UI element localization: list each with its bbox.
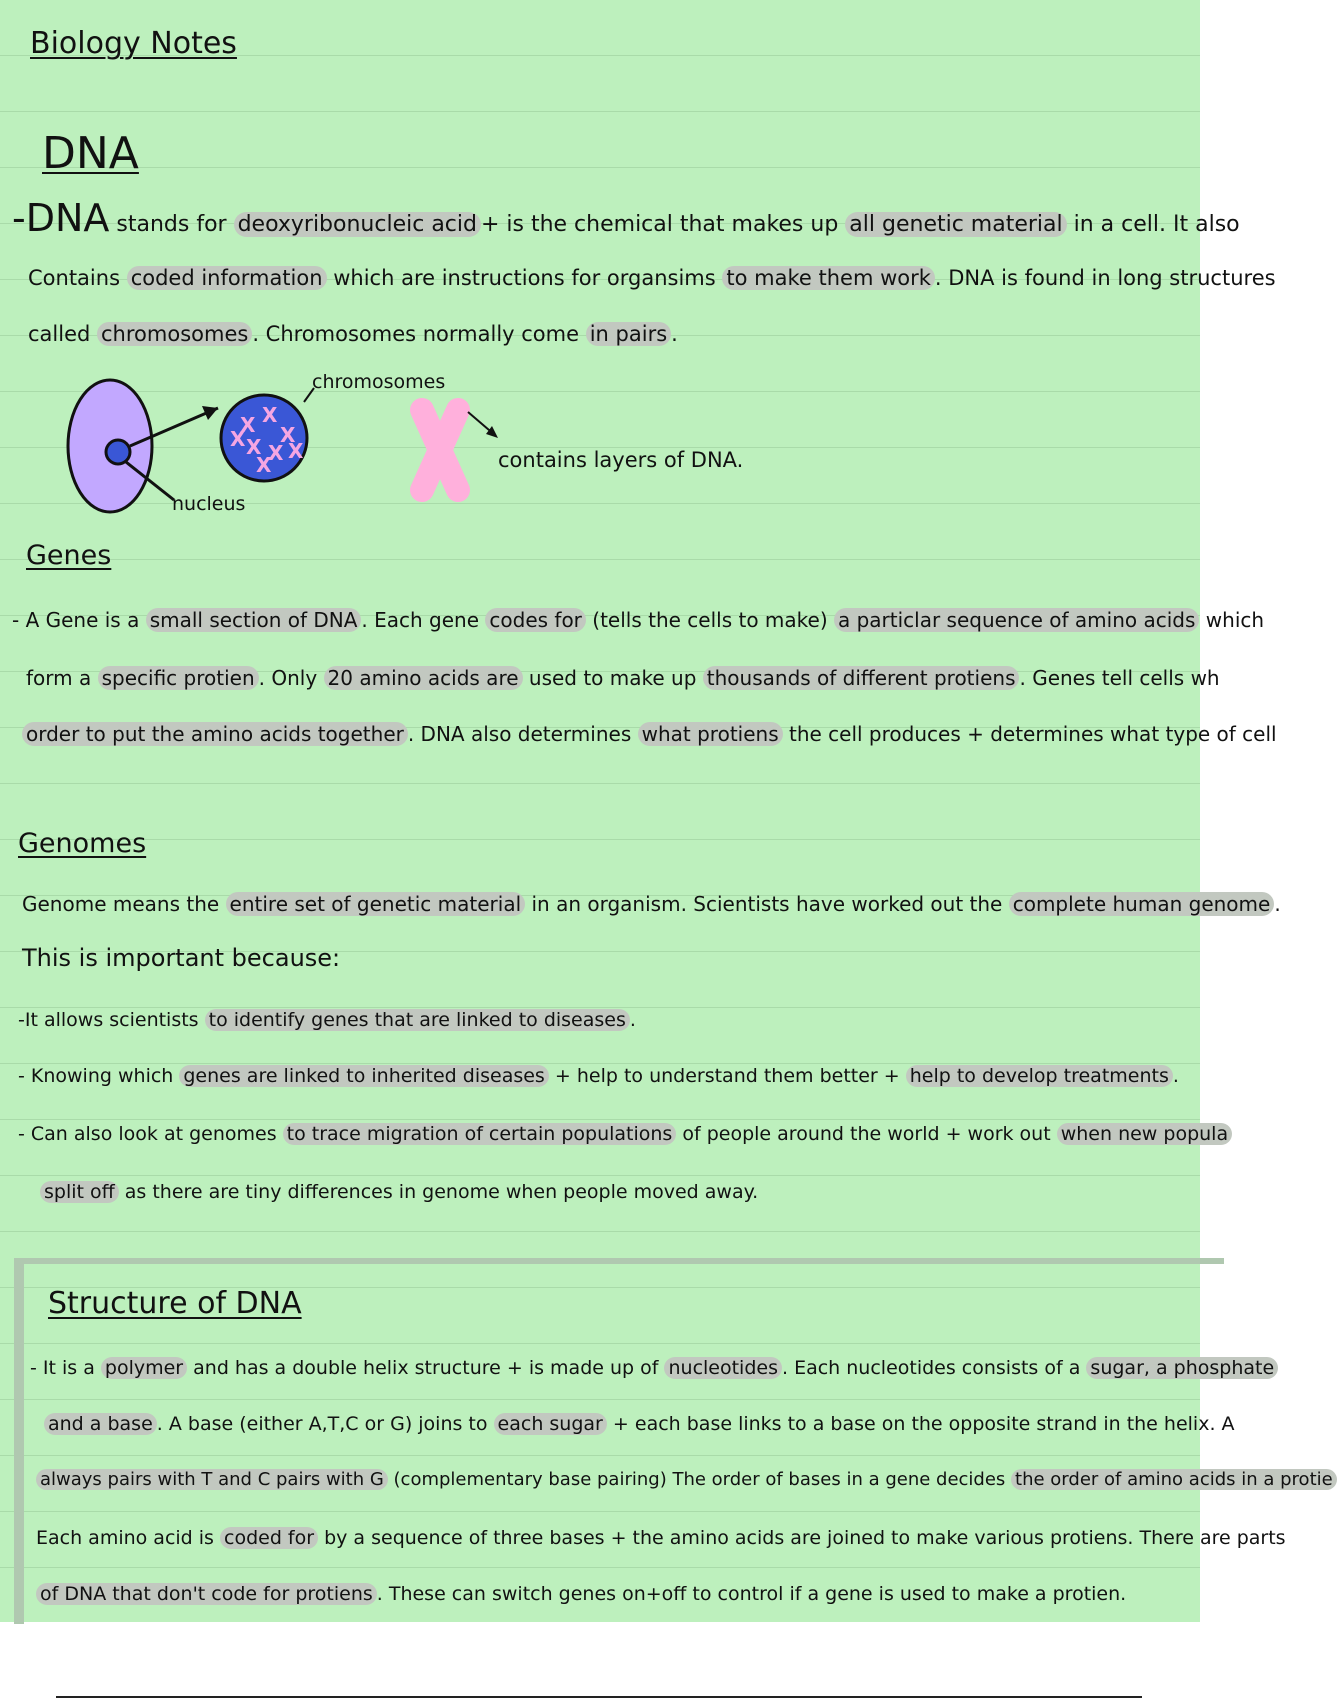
chromosome-shape [422, 410, 458, 490]
bottom-rule [56, 1696, 1142, 1698]
nucleus-shape [106, 440, 130, 464]
svg-text:X: X [246, 435, 262, 459]
structure-line-5: of DNA that don't code for protiens . These can switch genes on+off to control if a gene is used to make a protien. [36, 1580, 1126, 1608]
genes-line-3: order to put the amino acids together . DNA also determines what protiens the cell produces + determines what type of cell [22, 720, 1277, 748]
dna-line-3: called chromosomes . Chromosomes normally come in pairs . [28, 322, 678, 346]
genes-line-1: - A Gene is a small section of DNA . Each gene codes for (tells the cells to make) a particlar sequence of amino acids which [12, 608, 1265, 632]
dna-line-1: -DNA stands for deoxyribonucleic acid + is the chemical that makes up all genetic material in a cell. It also [12, 196, 1240, 240]
genomes-line-1: Genome means the entire set of genetic material in an organism. Scientists have worked out the complete human genome . [22, 892, 1281, 916]
section-heading-dna: DNA [42, 128, 139, 179]
dna-line-2: Contains coded information which are instructions for organsims to make them work . DNA is found in long structures [28, 266, 1276, 290]
svg-text:X: X [268, 441, 284, 465]
structure-line-3: always pairs with T and C pairs with G (complementary base pairing) The order of bases in a gene decides the order of amino acids in a protie [36, 1466, 1337, 1494]
genes-line-2: form a specific protien . Only 20 amino acids are used to make up thousands of different protiens . Genes tell cells wh [26, 666, 1220, 690]
section-heading-genomes: Genomes [18, 828, 147, 859]
svg-text:X: X [230, 427, 246, 451]
svg-text:X: X [240, 413, 256, 437]
genomes-bullet-2: - Knowing which genes are linked to inherited diseases + help to understand them better + help to develop treatments . [18, 1065, 1179, 1087]
svg-text:X: X [280, 423, 296, 447]
genomes-line-2: This is important because: [22, 944, 341, 972]
structure-line-1: - It is a polymer and has a double helix structure + is made up of nucleotides . Each nucleotides consists of a sugar, a phosphate [30, 1354, 1278, 1382]
page-title: Biology Notes [30, 26, 237, 61]
section-heading-genes: Genes [26, 540, 112, 571]
label-chromosomes: chromosomes [312, 371, 446, 393]
structure-line-2: and a base . A base (either A,T,C or G) joins to each sugar + each base links to a base on the opposite strand in the helix. A [44, 1410, 1235, 1438]
genomes-bullet-3-cont: split off as there are tiny differences in genome when people moved away. [40, 1178, 758, 1206]
structure-line-4: Each amino acid is coded for by a sequence of three bases + the amino acids are joined to make various protiens. There are parts [36, 1527, 1286, 1549]
svg-text:X: X [256, 453, 272, 477]
label-nucleus: nucleus [172, 493, 246, 515]
section-heading-structure: Structure of DNA [48, 1286, 302, 1321]
svg-text:X: X [262, 403, 278, 427]
genomes-bullet-1: -It allows scientists to identify genes that are linked to diseases . [18, 1009, 636, 1031]
genomes-bullet-3: - Can also look at genomes to trace migration of certain populations of people around the world + work out when new popula [18, 1120, 1232, 1148]
label-contains: contains layers of DNA. [498, 448, 744, 472]
svg-text:X: X [288, 439, 304, 463]
